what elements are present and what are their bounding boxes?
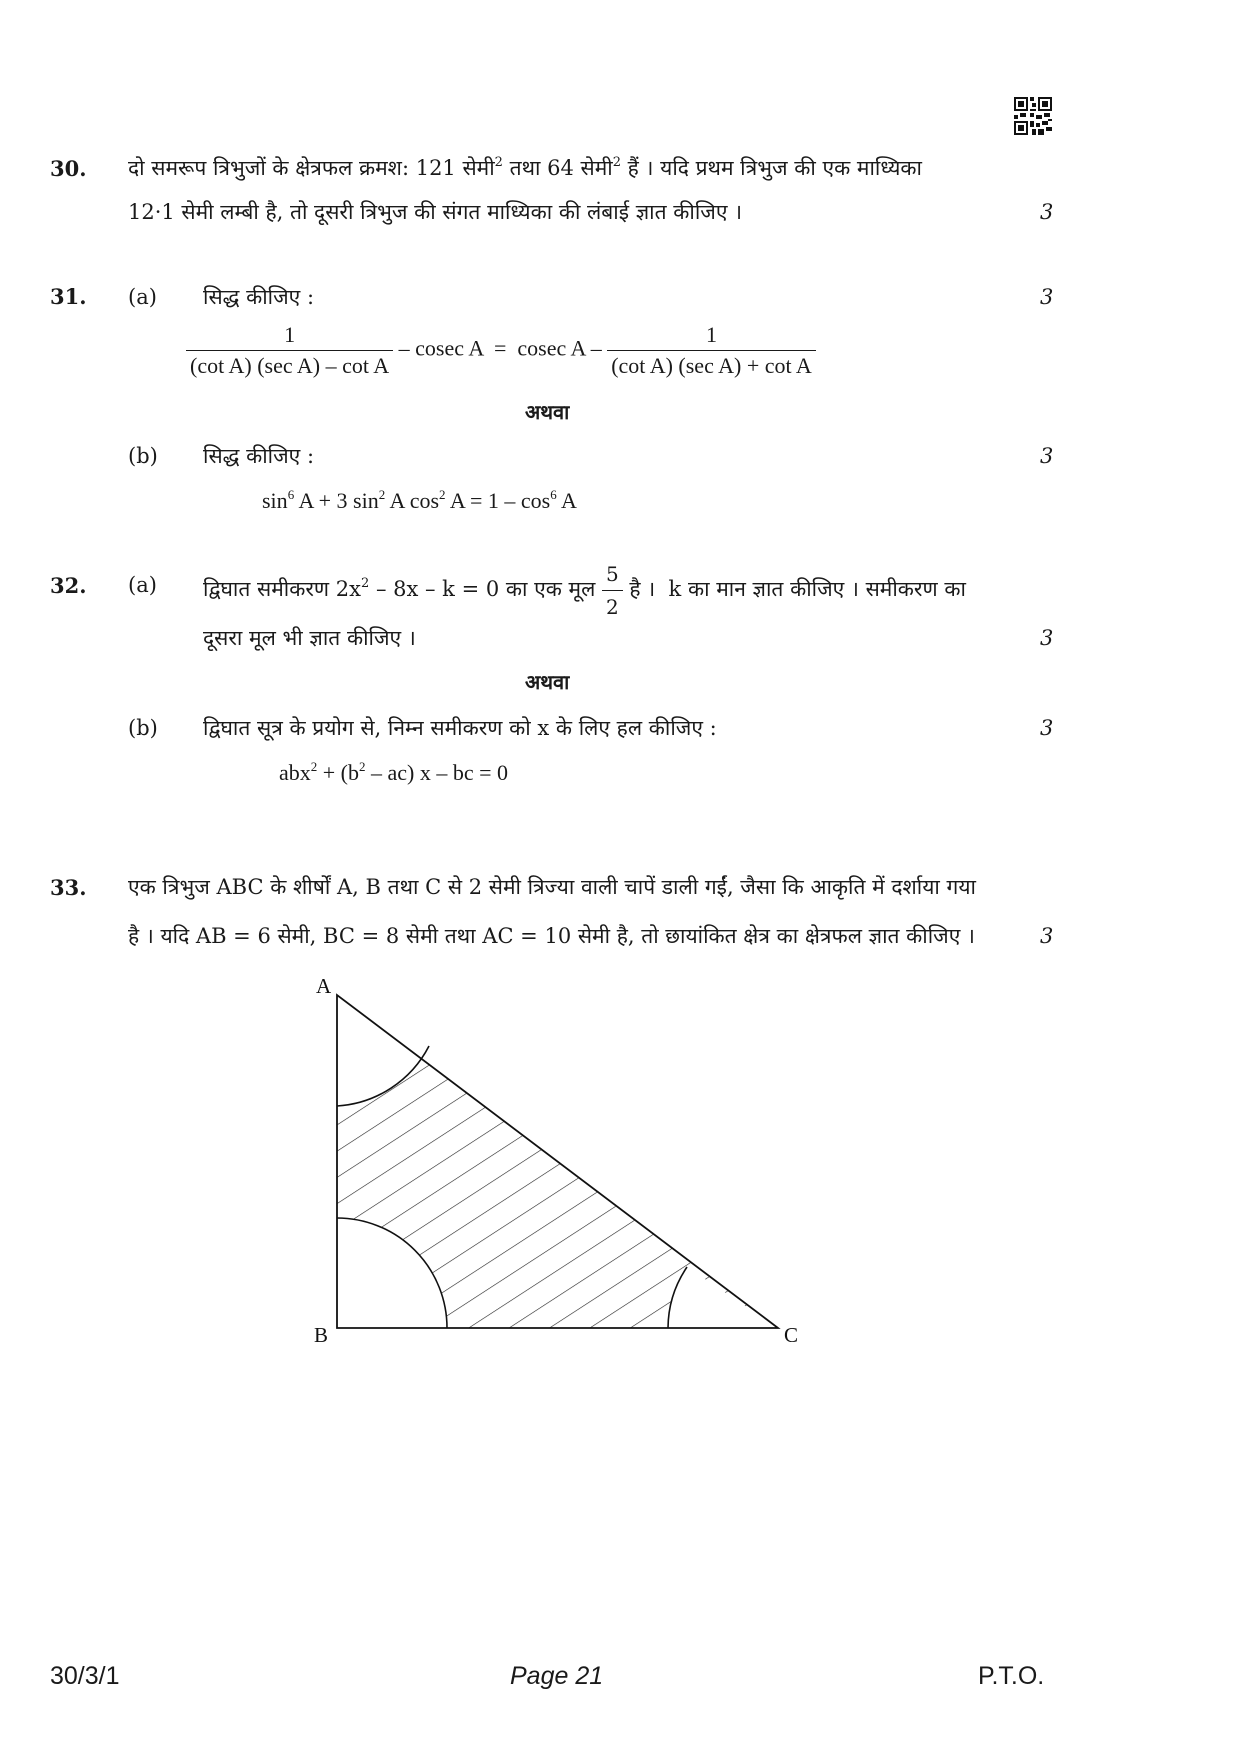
footer-page-number: Page 21 <box>510 1662 604 1690</box>
question-32b-label: (b) <box>128 716 158 740</box>
question-32b-equation: $abx^2 + (b^2 - ac)$ x – bc = 0 <box>279 759 509 785</box>
fraction-left: $\frac{1}{\text{(cot A) (sec A) – cot A}}$ <box>186 322 393 379</box>
question-30-marks: 3 <box>1040 200 1054 224</box>
vertex-label-c: C <box>784 1323 799 1347</box>
question-31-number: 31. <box>50 284 87 309</box>
question-32a-line-2: दूसरा मूल भी ज्ञात कीजिए । <box>203 626 416 650</box>
vertex-label-a: A <box>316 974 332 998</box>
or-separator-32: अथवा <box>525 670 570 694</box>
question-32a-marks: 3 <box>1040 626 1054 650</box>
or-separator-31: अथवा <box>525 400 570 424</box>
question-31a-equation: $\frac{1}{\text{(cot A) (sec A) – cot A}}$ – cosec A = cosec A – $\frac{1}{\text{(cot A) (sec A) + cot A}}$ <box>186 322 816 379</box>
question-30-line-1: दो समरूप त्रिभुजों के क्षेत्रफल क्रमश: 121 सेमी$^2$ तथा 64 सेमी$^2$ हैं । यदि प्रथम त्रिभुज की एक माध्यिका <box>128 155 922 180</box>
question-33-marks: 3 <box>1040 924 1054 948</box>
question-32a-line-1: द्विघात समीकरण $2x^2 - 8x - k = 0$ का एक मूल $\frac{5}{2}$ है । k का मान ज्ञात कीजिए । समीकरण का <box>203 562 966 619</box>
fraction-five-halves: $\frac{5}{2}$ <box>602 560 623 621</box>
fraction-right: $\frac{1}{\text{(cot A) (sec A) + cot A}}$ <box>607 322 816 379</box>
footer-paper-code: 30/3/1 <box>50 1662 120 1690</box>
question-31a-instruction: सिद्ध कीजिए : <box>203 285 315 309</box>
vertex-label-b: B <box>314 1323 329 1347</box>
qr-code-icon <box>1014 97 1052 135</box>
question-33-number: 33. <box>50 875 87 900</box>
question-31b-marks: 3 <box>1040 444 1054 468</box>
question-30-number: 30. <box>50 156 87 181</box>
question-31b-instruction: सिद्ध कीजिए : <box>203 444 315 468</box>
question-31b-equation: $\sin^6 A + 3$ $\sin^2 A$ $\cos^2 A = 1 - \cos^6 A$ <box>262 487 577 513</box>
footer-pto: P.T.O. <box>978 1662 1045 1690</box>
question-31a-label: (a) <box>128 285 157 309</box>
question-30-line-2: 12·1 सेमी लम्बी है, तो दूसरी त्रिभुज की संगत माध्यिका की लंबाई ज्ञात कीजिए । <box>128 200 743 224</box>
question-32a-label: (a) <box>128 573 157 597</box>
question-33-line-1: एक त्रिभुज ABC के शीर्षों A, B तथा C से 2 सेमी त्रिज्या वाली चापें डाली गईं, जैसा कि आकृति में दर्शाया गया <box>128 875 976 899</box>
question-32b-marks: 3 <box>1040 716 1054 740</box>
question-31b-label: (b) <box>128 444 158 468</box>
triangle-figure <box>300 965 820 1365</box>
question-32-number: 32. <box>50 573 87 598</box>
question-33-line-2: है । यदि AB = 6 सेमी, BC = 8 सेमी तथा AC = 10 सेमी है, तो छायांकित क्षेत्र का क्षेत्रफल ज्ञात कीजिए । <box>128 924 975 948</box>
question-32b-instruction: द्विघात सूत्र के प्रयोग से, निम्न समीकरण को x के लिए हल कीजिए : <box>203 716 717 740</box>
question-31a-marks: 3 <box>1040 285 1054 309</box>
